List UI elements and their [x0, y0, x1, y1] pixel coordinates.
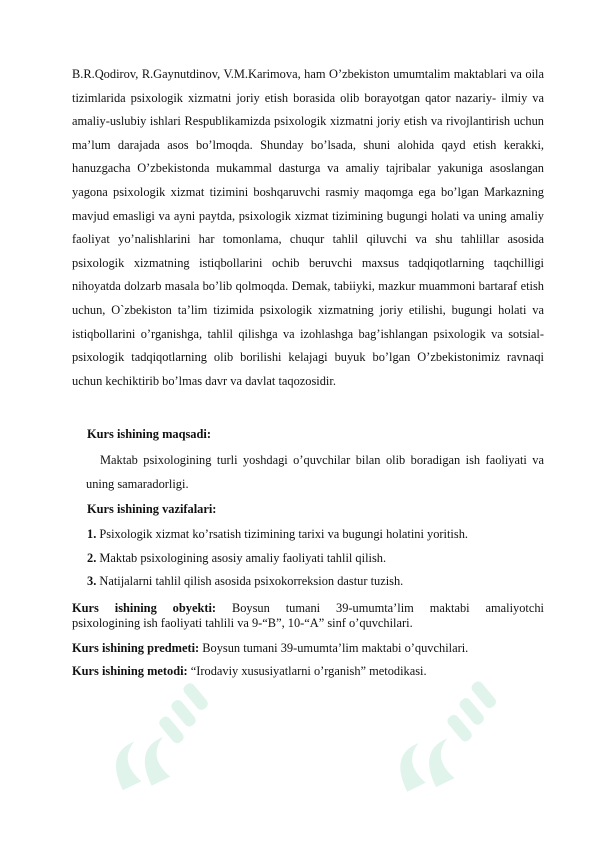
subject-statement [72, 641, 544, 656]
task-item-2 [87, 551, 386, 566]
task-text: Psixologik xizmat ko’rsatish tizimining tarixi va bugungi holatini yoritish. [96, 527, 468, 541]
watermark-logo-icon [360, 662, 550, 802]
task-text: Maktab psixologining asosiy amaliy faoliyati tahlil qilish. [96, 551, 387, 565]
object-statement [72, 601, 544, 631]
object-text-line2: psixologining ish faoliyati tahlili va 9-“B”, 10-“A” sinf o’quvchilari. [72, 616, 413, 630]
watermark-logo-icon [78, 672, 248, 802]
task-text: Natijalarni tahlil qilish asosida psixokorreksion dastur tuzish. [96, 574, 404, 588]
subject-label: Kurs ishining predmeti: [72, 641, 200, 655]
method-statement [72, 664, 544, 679]
task-item-1 [87, 527, 468, 542]
tasks-heading: Kurs ishining vazifalari: [87, 502, 217, 516]
object-label: Kurs ishining obyekti: [72, 601, 217, 615]
method-text: “Irodaviy xususiyatlarni o’rganish” metodikasi. [187, 664, 427, 678]
method-label: Kurs ishining metodi: [72, 664, 188, 678]
task-number: 3. [87, 574, 97, 588]
object-text-line1: Boysun tumani 39-umumta’lim maktabi amaliyotchi [216, 601, 545, 615]
task-item-3 [87, 574, 403, 589]
task-number: 1. [87, 527, 97, 541]
purpose-text: Maktab psixologining turli yoshdagi o’quvchilar bilan olib boradigan ish faoliyati va uning samaradorligi. [86, 453, 544, 491]
subject-text: Boysun tumani 39-umumta’lim maktabi o’quvchilari. [199, 641, 469, 655]
purpose-heading: Kurs ishining maqsadi: [87, 427, 211, 441]
body-paragraph: B.R.Qodirov, R.Gaynutdinov, V.M.Karimova, ham O’zbekiston umumtalim maktablari va oila tizimlarida psixologik xizmatni joriy etish borasida olib borayotgan qator nazariy- ilmiy va amaliy-uslubiy ishlari Respublikamizda psixologik xizmatni joriy etish va rivojlantirish uchun ma’lum darajada asos bo’lmoqda. Shunday bo’lsada, shuni alohida qayd etish kerakki, hanuzgacha O’zbekistonda mukammal dasturga va amaliy tajribalar yakuniga asoslangan yagona psixologik xizmat tizimini boshqaruvchi rasmiy maqomga ega bo’lgan Markazning mavjud emasligi va ayni paytda, psixologik xizmat tizimining bugungi holati va uning amaliy faoliyat yo’nalishlarini har tomonlama, chuqur tahlil qiluvchi va shu tahlillar asosida psixologik xizmatning istiqbollarini ochib beruvchi maxsus tadqiqotlarning taqchilligi nihoyatda dolzarb masala bo’lib qolmoqda. Demak, tabiiyki, mazkur muammoni bartaraf etish uchun, O`zbekiston ta’lim tizimida psixologik xizmatning joriy etilishi, bugungi holati va istiqbollarini o’rganishga, tahlil qilishga va izohlashga bag’ishlangan psixologik va sotsial-psixologik tadqiqotlarning olib borilishi kelajagi buyuk bo’lgan O’zbekistonimiz ravnaqi uchun kechiktirib bo’lmas davr va davlat taqozosidir. [72, 67, 544, 388]
task-number: 2. [87, 551, 97, 565]
